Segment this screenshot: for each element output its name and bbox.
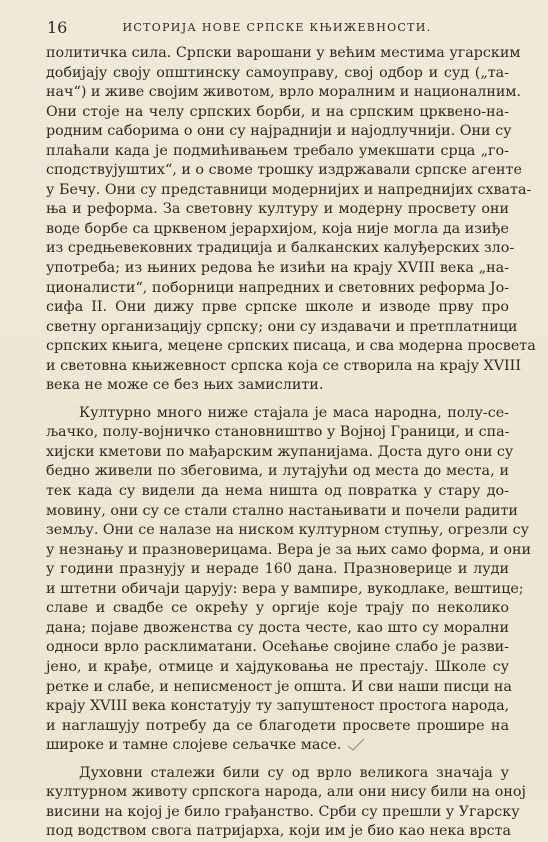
text-line: славе и свадбе се окрећу у оргије које трају по неколико (46, 600, 509, 617)
text-line: ретке и слабе, и неписменост је општа. И сви наши писци на (46, 678, 512, 695)
text-line: тек када су видели да нема ништа од повратка у стару до- (46, 483, 509, 500)
running-head: ИСТОРИЈА НОВЕ СРПСКЕ КЊИЖЕВНОСТИ. (122, 21, 432, 34)
text-line: љачко, полу-војничко становништво у Војној Граници, и спа- (46, 424, 510, 441)
text-line: употреба; из њиних редова ће изићи на крају XVIII века „на- (46, 260, 509, 277)
text-line: широке и тамне слојеве сељачке масе. (46, 736, 509, 756)
text-line: Они стоје на челу српских борби, и на српским црквено-на- (46, 103, 509, 120)
text-line: у години празнују и нераде 160 дана. Празноверице и луди (46, 561, 509, 578)
text-line: ња и реформа. За световну културу и модерну просвету они (46, 201, 509, 218)
text-line: и световна књижевност српска која се створила на крају XVIII (46, 357, 521, 374)
text-line: висини на којој је било грађанство. Срби су прешли у Угарску (46, 803, 520, 820)
text-line: и штетни обичаји царују: вера у вампире, вукодлаке, вештице; (46, 580, 524, 597)
paragraph (46, 764, 526, 842)
text-line: крају XVIII века констатују ту запуштеност простога народа, (46, 698, 510, 715)
text-line: односи врло расклиматани. Осећање својине слабо је разви- (46, 639, 509, 656)
text-line: плаћали када је подмићивањем требало умекшати срца „го- (46, 142, 509, 159)
text-line: дана; појаве двоженства су доста честе, као што су морални (46, 619, 509, 636)
text-line: земљу. Они се налазе на ниском културном ступњу, огрезли су (46, 522, 530, 539)
text-line: мовину, они су се стали стално настањивати и почели радити (46, 502, 518, 519)
paragraph (46, 404, 532, 756)
text-line: сифа II. Они дижу прве српске школе и изводе прву про (46, 299, 509, 316)
text-line: светну организацију српску; они су издавачи и претплатници (46, 318, 518, 335)
text-line: Културно много ниже стајала је маса народна, полу-се- (79, 404, 509, 421)
body-text (46, 44, 536, 842)
text-line: нач“) и живе својим животом, врло моралним и националним. (46, 84, 522, 101)
text-line: добијају своју општинску самоуправу, свој одбор и суд („та- (46, 64, 509, 81)
text-line: и наглашују потребу да се благодети просвете прошире на (46, 717, 509, 734)
text-line: Духовни сталежи били су од врло великога значаја у (79, 764, 509, 781)
paragraph-gap (46, 396, 509, 404)
text-line: под водством свога патријарха, који им је био као нека врста (46, 823, 512, 840)
text-line: ционалисти“, поборници напредних и световних реформа Јо- (46, 279, 510, 296)
text-line: воде борбе са црквеном јерархијом, која није могла да изиђе (46, 220, 509, 237)
text-line: политичка сила. Српски варошани у већим местима угарским (46, 45, 521, 61)
text-line: културном животу српскога народа, али они нису били на оној (46, 784, 526, 801)
page-header (47, 18, 507, 38)
text-line: из средњевековних традиција и балканских калуђерских зло- (46, 240, 515, 257)
text-line: српских књига, мецене српских писаца, и сва модерна просвета (46, 338, 536, 355)
text-line: у незнању и празноверицама. Вера је за њих само форма, и они (46, 541, 532, 558)
text-line: сподствујуштих“, и о своме трошку издржавали српске агенте (46, 162, 522, 179)
pencil-check-mark (347, 738, 365, 752)
page-number: 16 (47, 18, 68, 37)
text-line: родним саборима о они су најраднији и најодлучнији. Они су (46, 123, 512, 140)
text-line: века не може се без њих замислити. (46, 377, 324, 394)
paragraph (46, 44, 536, 396)
text-line: хијски кметови по мађарским жупанијама. Доста дуго они су (46, 443, 514, 460)
text-line: у Бечу. Они су представници модернијих и напреднијих схвата- (46, 181, 532, 198)
text-line: бедно живели по збеговима, и лутајући од места до места, и (46, 463, 509, 480)
paragraph-gap (46, 756, 509, 764)
text-line: јено, и крађе, отмице и хајдуковања не престају. Школе су (46, 658, 509, 675)
